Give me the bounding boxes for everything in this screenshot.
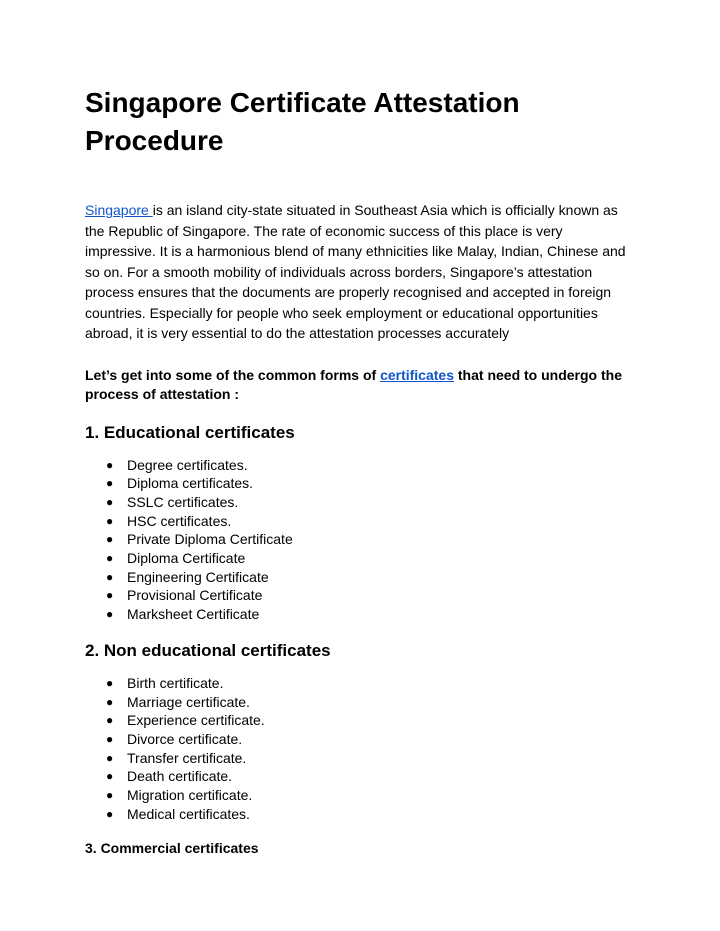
list-item-label: Experience certificate. [127, 712, 265, 729]
bullet-icon: ● [106, 494, 114, 509]
bullet-icon: ● [106, 675, 114, 690]
bullet-icon: ● [106, 694, 114, 709]
list-item-label: Provisional Certificate [127, 587, 263, 604]
list-item-label: Engineering Certificate [127, 568, 269, 585]
list-item [85, 456, 645, 475]
bullet-icon: ● [106, 513, 114, 528]
list-item-label: Diploma certificates. [127, 475, 254, 492]
list-item [85, 474, 645, 493]
bullet-icon: ● [106, 713, 114, 728]
lead-text-after: that need to undergo the process of attestation : [85, 366, 622, 402]
list-item [85, 512, 645, 531]
bullet-icon: ● [106, 457, 114, 472]
educational-certificates-list [85, 456, 645, 624]
bullet-icon: ● [106, 551, 114, 566]
list-item [85, 767, 645, 786]
list-item-label: Marksheet Certificate [127, 606, 260, 623]
bullet-icon: ● [106, 569, 114, 584]
bullet-icon: ● [106, 788, 114, 803]
bullet-icon: ● [106, 750, 114, 765]
list-item-label: Transfer certificate. [127, 749, 247, 766]
intro-paragraph [85, 200, 637, 344]
list-item-label: Medical certificates. [127, 805, 250, 822]
bullet-icon: ● [106, 806, 114, 821]
list-item-label: SSLC certificates. [127, 493, 239, 510]
bullet-icon: ● [106, 476, 114, 491]
bullet-icon: ● [106, 769, 114, 784]
list-item-label: Divorce certificate. [127, 730, 243, 747]
section-heading-commercial: 3. Commercial certificates [85, 840, 259, 857]
list-item-label: Private Diploma Certificate [127, 531, 293, 548]
list-item [85, 805, 645, 824]
page-title: Singapore Certificate Attestation Procedure [85, 87, 520, 156]
list-item [85, 674, 645, 693]
intro-text: is an island city-state situated in Southeast Asia which is officially known as the Republic of Singapore. The rate of economic success of this place is very impressive. It is a harmonious blend of many ethnicities like Malay, Indian, Chinese and so on. For a smooth mobility of individuals across borders, Singapore’s attestation process ensures that the documents are properly recognised and accepted in foreign countries. Especially for people who seek employment or educational opportunities abroad, it is very essential to do the attestation processes accurately [85, 202, 626, 341]
lead-paragraph [85, 366, 645, 404]
bullet-icon: ● [106, 532, 114, 547]
lead-text-before: Let’s get into some of the common forms of [85, 366, 381, 383]
list-item-label: Migration certificate. [127, 787, 253, 804]
bullet-icon: ● [106, 607, 114, 622]
list-item [85, 549, 645, 568]
section-heading-non-educational: 2. Non educational certificates [85, 640, 331, 660]
list-item [85, 568, 645, 587]
list-item [85, 749, 645, 768]
list-item [85, 786, 645, 805]
list-item [85, 730, 645, 749]
list-item-label: Marriage certificate. [127, 693, 250, 710]
list-item [85, 605, 645, 624]
singapore-link[interactable]: Singapore [85, 202, 153, 218]
document-page [85, 84, 645, 857]
bullet-icon: ● [106, 731, 114, 746]
certificates-link[interactable]: certificates [380, 366, 454, 383]
list-item-label: Death certificate. [127, 768, 233, 785]
list-item-label: Degree certificates. [127, 456, 248, 473]
list-item-label: Diploma Certificate [127, 550, 246, 567]
section-heading-educational: 1. Educational certificates [85, 422, 295, 442]
list-item [85, 693, 645, 712]
list-item-label: HSC certificates. [127, 512, 232, 529]
list-item [85, 586, 645, 605]
list-item [85, 493, 645, 512]
list-item [85, 711, 645, 730]
list-item-label: Birth certificate. [127, 674, 224, 691]
list-item [85, 530, 645, 549]
non-educational-certificates-list [85, 674, 645, 824]
bullet-icon: ● [106, 588, 114, 603]
